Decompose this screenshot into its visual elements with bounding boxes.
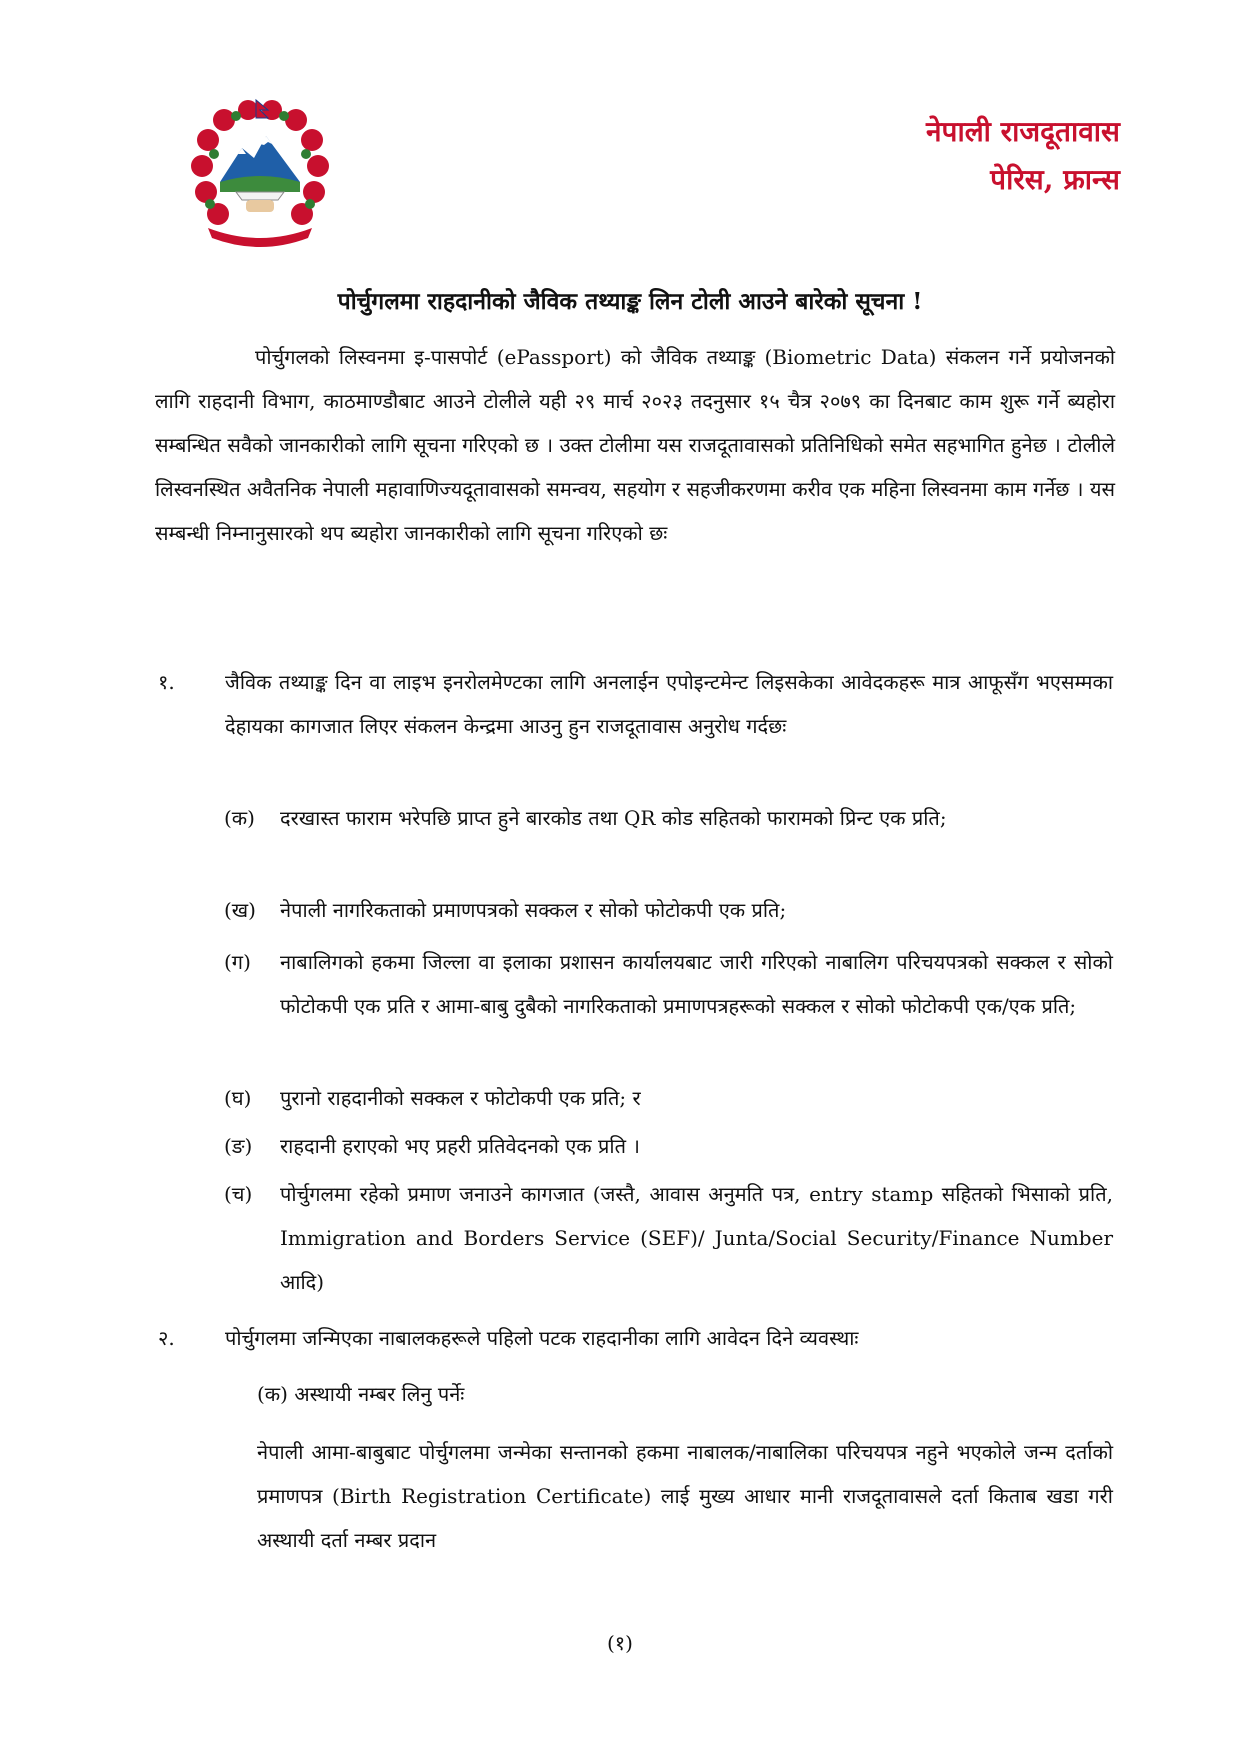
notice-title: पोर्चुगलमा राहदानीको जैविक तथ्याङ्क लिन टोली आउने बारेको सूचना ! — [337, 288, 923, 315]
intro-paragraph: पोर्चुगलको लिस्वनमा इ-पासपोर्ट (ePassport) को जैविक तथ्याङ्क (Biometric Data) संकलन गर्ने प्रयोजनको लागि राहदानी विभाग, काठमाण्डौबाट आउने टोलीले यही २९ मार्च २०२३ तदनुसार १५ चैत्र २०७९ का दिनबाट काम शुरू गर्ने ब्यहोरा सम्बन्धित सवैको जानकारीको लागि सूचना गरिएको छ । उक्त टोलीमा यस राजदूतावासको प्रतिनिधिको समेत सहभागित हुनेछ । टोलीले लिस्वनस्थित अवैतनिक नेपाली महावाणिज्यदूतावासको समन्वय, सहयोग र सहजीकरणमा करीव एक महिना लिस्वनमा काम गर्नेछ । यस सम्बन्धी निम्नानुसारको थप ब्यहोरा जानकारीको लागि सूचना गरिएको छः — [155, 345, 1115, 545]
subitem-label: (ङ) — [224, 1134, 253, 1158]
embassy-header — [926, 108, 1120, 204]
subitem-cha — [224, 1172, 1113, 1304]
subitem-kha — [224, 888, 1113, 932]
embassy-location: पेरिस, फ्रान्स — [990, 163, 1120, 196]
subitem-gha — [224, 1076, 1113, 1120]
item-2-subheading: (क) अस्थायी नम्बर लिनु पर्नेः — [257, 1382, 465, 1406]
subitem-ka — [224, 796, 1113, 840]
subitem-label: (ग) — [224, 950, 251, 974]
embassy-name: नेपाली राजदूतावास — [926, 115, 1120, 148]
subitem-text: नाबालिगको हकमा जिल्ला वा इलाका प्रशासन कार्यालयबाट जारी गरिएको नाबालिग परिचयपत्रको सक्कल र सोको फोटोकपी एक प्रति र आमा-बाबु दुबैको नागरिकताको प्रमाणपत्रहरूको सक्कल र सोको फोटोकपी एक/एक प्रति; — [280, 950, 1113, 1018]
subitem-label: (क) — [224, 806, 255, 830]
subitem-label: (ख) — [224, 898, 256, 922]
subitem-text: पुरानो राहदानीको सक्कल र फोटोकपी एक प्रति; र — [280, 1086, 641, 1110]
item-2-number: २. — [158, 1326, 175, 1350]
item-1-number: १. — [158, 670, 175, 694]
subitem-text: दरखास्त फाराम भरेपछि प्राप्त हुने बारकोड तथा QR कोड सहितको फारामको प्रिन्ट एक प्रति; — [280, 806, 947, 830]
subitem-text: राहदानी हराएको भए प्रहरी प्रतिवेदनको एक प्रति । — [280, 1134, 640, 1158]
subitem-text: नेपाली नागरिकताको प्रमाणपत्रको सक्कल र सोको फोटोकपी एक प्रति; — [280, 898, 787, 922]
page-number: (१) — [606, 1631, 633, 1655]
subitem-label: (घ) — [224, 1086, 252, 1110]
subitem-label: (च) — [224, 1182, 253, 1206]
nepal-emblem-icon — [180, 96, 340, 256]
item-2-paragraph: नेपाली आमा-बाबुबाट पोर्चुगलमा जन्मेका सन्तानको हकमा नाबालक/नाबालिका परिचयपत्र नहुने भएकोले जन्म दर्ताको प्रमाणपत्र (Birth Registration Certificate) लाई मुख्य आधार मानी राजदूतावासले दर्ता किताब खडा गरी अस्थायी दर्ता नम्बर प्रदान — [257, 1440, 1113, 1552]
subitem-text: पोर्चुगलमा रहेको प्रमाण जनाउने कागजात (जस्तै, आवास अनुमति पत्र, entry stamp सहितको भिसाको प्रति, Immigration and Borders Service (SEF)/ Junta/Social Security/Finance Number आदि) — [280, 1182, 1113, 1294]
item-2-text: पोर्चुगलमा जन्मिएका नाबालकहरूले पहिलो पटक राहदानीका लागि आवेदन दिने व्यवस्थाः — [225, 1326, 859, 1350]
subitem-nga — [224, 1124, 1113, 1168]
item-1-text: जैविक तथ्याङ्क दिन वा लाइभ इनरोलमेण्टका लागि अनलाईन एपोइन्टमेन्ट लिइसकेका आवेदकहरू मात्र आफूसँग भएसम्मका देहायका कागजात लिएर संकलन केन्द्रमा आउनु हुन राजदूतावास अनुरोध गर्दछः — [225, 670, 1113, 738]
subitem-ga — [224, 940, 1113, 1028]
